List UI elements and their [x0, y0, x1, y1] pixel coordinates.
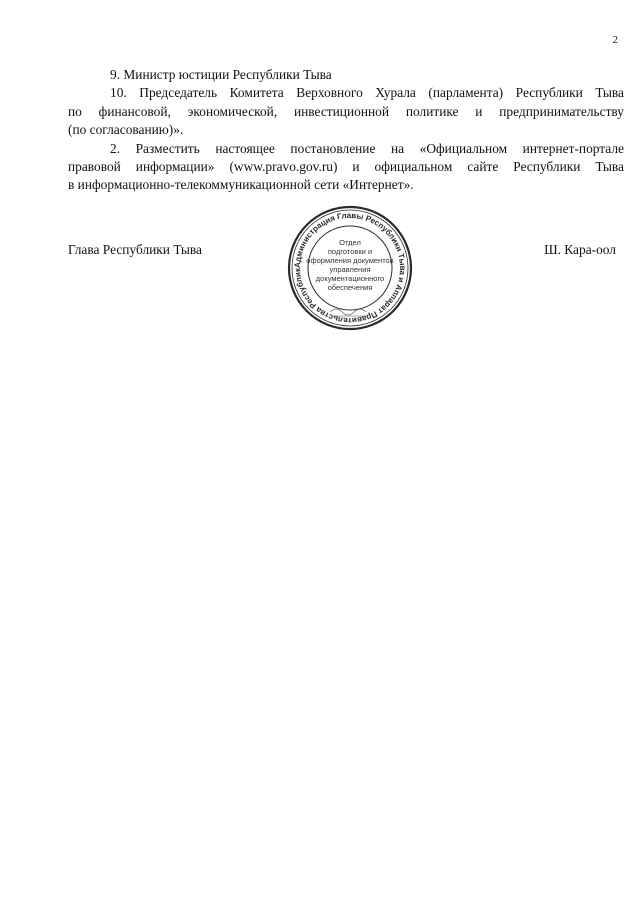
item-2-line-2: правовой информации» (www.pravo.gov.ru) и официальном сайте Республики Тыва [68, 159, 624, 175]
document-body [68, 66, 624, 195]
signatory-position: Глава Республики Тыва [68, 242, 202, 257]
stamp-ring-text: Администрация Главы Республики Тыва и Аппарат Правительства Республик [292, 210, 408, 326]
signatory-name: Ш. Кара-оол [544, 242, 616, 257]
item-10-line-1: 10. Председатель Комитета Верховного Хурала (парламента) Республики Тыва [110, 85, 624, 101]
item-2-line-3: в информационно-телекоммуникационной сети «Интернет». [68, 177, 414, 193]
stamp-center-line-2: подготовки и [327, 247, 373, 256]
stamp-center-line-6: обеспечения [327, 283, 373, 292]
paragraph-item-10 [68, 84, 624, 139]
item-9-text: 9. Министр юстиции Республики Тыва [110, 67, 332, 82]
item-2-line-1: 2. Разместить настоящее постановление на «Официальном интернет-портале [110, 140, 624, 156]
item-10-line-2: по финансовой, экономической, инвестиционной политике и предпринимательству [68, 103, 624, 119]
page-number: 2 [612, 34, 618, 46]
paragraph-item-2 [68, 140, 624, 195]
stamp-center-line-5: документационного [315, 274, 385, 283]
item-10-line-3: (по согласованию)». [68, 122, 184, 138]
stamp-center-line-3: оформления документов [306, 256, 394, 265]
stamp-center-line-4: управления [329, 265, 371, 274]
official-stamp [286, 204, 414, 332]
stamp-center-line-1: Отдел [339, 238, 361, 247]
paragraph-item-9 [68, 66, 624, 84]
